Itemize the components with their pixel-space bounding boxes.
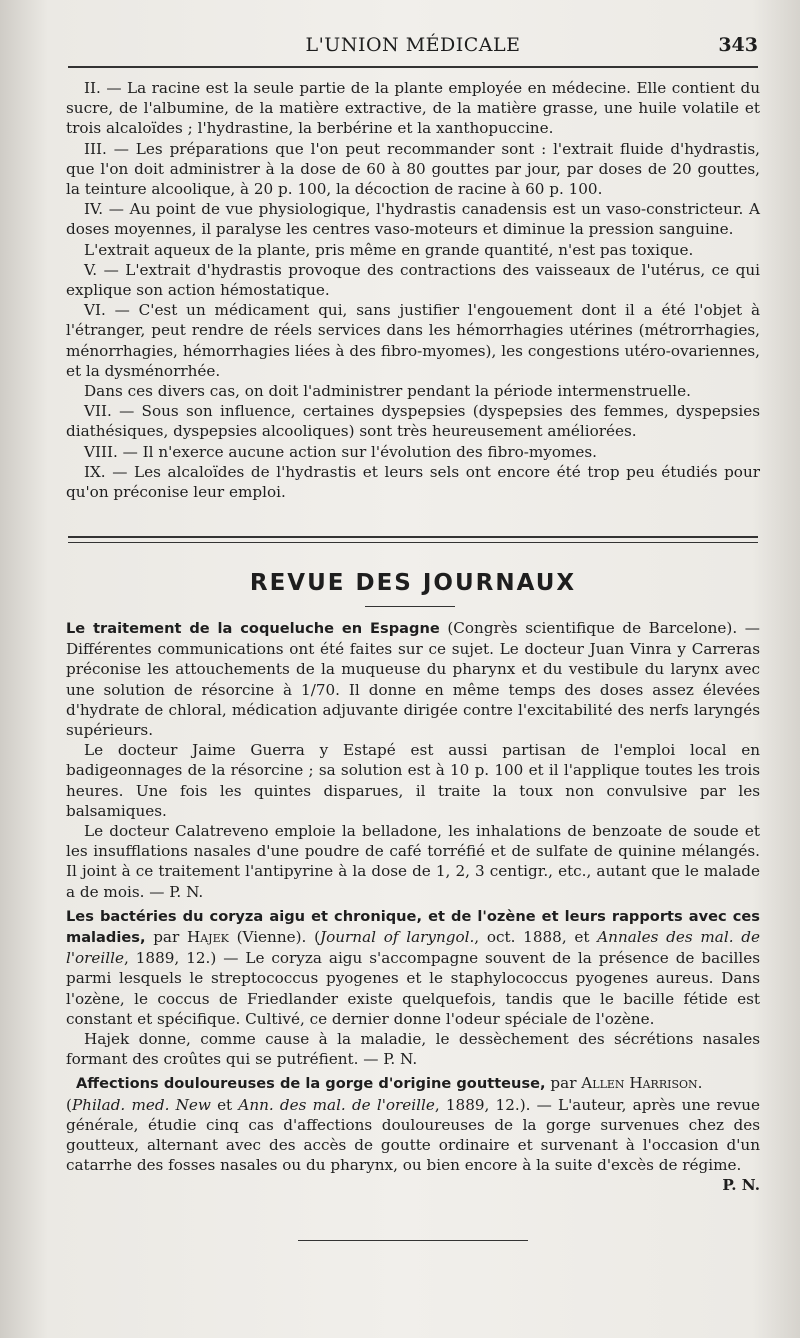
paragraph: Le docteur Calatreveno emploie la belladone, les inhalations de benzoate de soude et les insufflations nasales d'une poudre de café torréfié et de sulfate de quinine mélangés. Il joint à ce traitement l'antipyrine à la dose de 1, 2, 3 centigr., etc., autant que le malade a de mois. — P. N. [66, 822, 760, 901]
paragraph: L'extrait aqueux de la plante, pris même en grande quantité, n'est pas toxique. [84, 240, 694, 259]
paragraph: VII. — Sous son influence, certaines dyspepsies (dyspepsies des femmes, dyspepsies diathésiques, dyspepsies alcooliques) sont très heureusement améliorées. [66, 402, 760, 441]
article-heading: Affections douloureuses de la gorge d'origine goutteuse, [76, 1075, 546, 1093]
article-coryza: Les bactéries du coryza aigu et chronique, et de l'ozène et leurs rapports avec ces maladies, par Hajek (Vienne). (Journal of laryngol., oct. 1888, et Annales des mal. de l'oreille, 1889, 12.) — Le coryza aigu s'accompagne souvent de la présence de bacilles parmi lesquels le streptococcus pyogenes et le staphylococcus pyogenes aureus. Dans l'ozène, le coccus de Friedlander existe quelquefois, tandis que le bacille fétide est constant et spécifique. Cultivé, ce dernier donne l'odeur spéciale de l'ozène. [66, 907, 760, 1028]
paragraph: III. — Les préparations que l'on peut recommander sont : l'extrait fluide d'hydrastis, que l'on doit administrer à la dose de 60 à 80 gouttes par jour, par doses de 20 gouttes, la teinture alcoolique, à 20 p. 100, la décoction de racine à 60 p. 100. [66, 139, 760, 199]
paragraph: VI. — C'est un médicament qui, sans justifier l'engouement dont il a été l'objet à l'étranger, peut rendre de réels services dans les hémorrhagies utérines (métrorrhagies, ménorrhagies, hémorrhagies liées à des fibro-myomes), les congestions utéro-ovariennes, et la dysménorrhée. [66, 301, 760, 380]
paragraph: VIII. — Il n'exerce aucune action sur l'évolution des fibro-myomes. [84, 442, 598, 461]
paragraph: Dans ces divers cas, on doit l'administrer pendant la période intermenstruelle. [84, 382, 691, 401]
running-header [68, 34, 758, 62]
article-heading: Le traitement de la coqueluche en Espagne [66, 620, 440, 637]
paragraph: Hajek donne, comme cause à la maladie, le dessèchement des sécrétions nasales formant des croûtes qui se putréfient. — P. N. [66, 1030, 760, 1069]
paragraph: Le docteur Jaime Guerra y Estapé est aussi partisan de l'emploi local en badigeonnages de la résorcine ; sa solution est à 10 p. 100 et il l'applique toutes les trois heures. Une fois les quintes disparues, il traite la toux non convulsive par les balsamiques. [66, 741, 760, 820]
paragraph: IX. — Les alcaloïdes de l'hydrastis et leurs sels ont encore été trop peu étudiés pour qu'on préconise leur emploi. [66, 462, 760, 502]
article-lead: (Congrès scientifique de Barcelone). — Différentes communications ont été faites sur ce sujet. Le docteur Juan Vinra y Carreras préconise les attouchements de la muqueuse du pharynx et du vestibule du larynx avec une solution de résorcine à 1/70. Il donne en même temps des doses assez élevées d'hydrate de chloral, médication adjuvante dirigée contre l'excitabilité des nerfs laryngés supérieurs. [66, 619, 760, 740]
journal-title: L'UNION MÉDICALE [305, 34, 521, 56]
journal-name: Philad. med. New [71, 1095, 211, 1114]
paragraph: II. — La racine est la seule partie de la plante employée en médecine. Elle contient du sucre, de l'albumine, de la matière extractive, de la matière grasse, une huile volatile et trois alcaloïdes ; l'hydrastine, la berbérine et la xanthopuccine. [66, 79, 760, 138]
paragraph: IV. — Au point de vue physiologique, l'hydrastis canadensis est un vaso-constricteur. A doses moyennes, il paralyse les centres vaso-moteurs et diminue la pression sanguine. [66, 200, 760, 239]
article-gorge: Affections douloureuses de la gorge d'origine goutteuse, par Allen Harrison. (Philad. med. New et Ann. des mal. de l'oreille, 1889, 12.). — L'auteur, après une revue générale, étudie cinq cas d'affections douloureuses de la gorge survenues chez des goutteux, alternant avec des accès de goutte ordinaire et survenant à l'occasion d'un catarrhe des fosses nasales ou du pharynx, ou bien encore à la suite d'excès de régime. [66, 1074, 760, 1175]
header-rule [68, 66, 758, 68]
end-rule [298, 1240, 528, 1241]
title-underline [365, 606, 455, 607]
page-number: 343 [718, 34, 758, 56]
revue-des-journaux [66, 618, 760, 1196]
journal-name: Ann. des mal. de l'oreille [238, 1095, 435, 1114]
author-name: Allen Harrison. [581, 1074, 703, 1093]
hydrastis-conclusions [66, 78, 760, 502]
paragraph: V. — L'extrait d'hydrastis provoque des contractions des vaisseaux de l'utérus, ce qui explique son action hémostatique. [66, 260, 760, 300]
section-title: REVUE DES JOURNAUX [249, 570, 577, 596]
journal-name: Annales des mal. de l'oreille [66, 928, 760, 968]
section-divider [68, 536, 758, 543]
journal-name: Journal of laryngol. [320, 928, 475, 947]
article-coqueluche [66, 618, 760, 740]
author-name: Hajek [186, 928, 229, 947]
article-heading: Les bactéries du coryza aigu et chronique, et de l'ozène et leurs rapports avec ces maladies, [66, 907, 760, 947]
signature: P. N. [722, 1176, 760, 1195]
